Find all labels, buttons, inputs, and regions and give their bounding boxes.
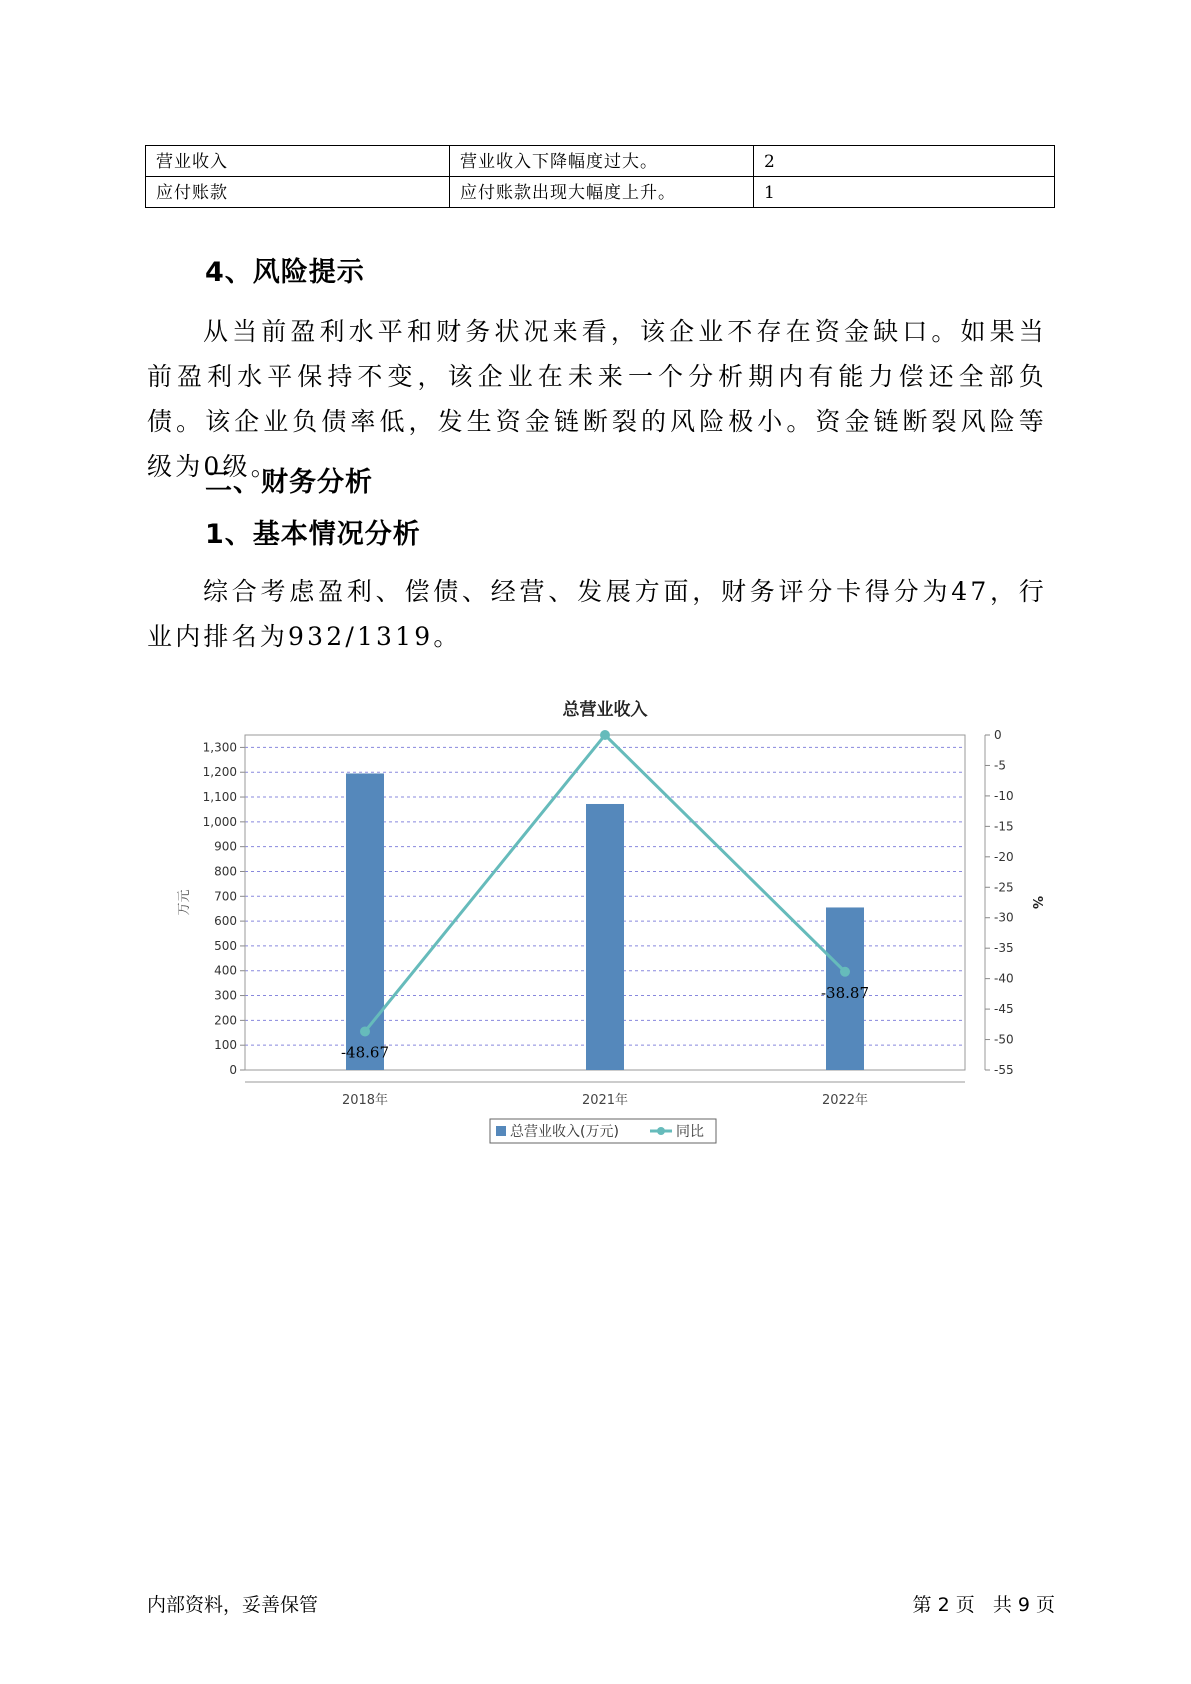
- y2-tick-label: -35: [994, 941, 1014, 956]
- heading-basic: 1、基本情况分析: [205, 519, 421, 550]
- y-tick-label: 300: [214, 988, 237, 1003]
- heading-risk: 4、风险提示: [205, 257, 365, 288]
- cell-level: 2: [754, 146, 1055, 177]
- y2-tick-label: -40: [994, 971, 1014, 986]
- yoy-point-1: [360, 1026, 370, 1036]
- cell-item: 营业收入: [146, 146, 450, 177]
- y-tick-label: 800: [214, 864, 237, 879]
- y-tick-label: 1,300: [202, 740, 237, 755]
- yoy-point-2: [600, 730, 610, 740]
- y-tick-label: 1,200: [202, 765, 237, 780]
- y-tick-label: 1,000: [202, 814, 237, 829]
- chart-title: 总营业收入: [562, 700, 648, 720]
- yoy-data-label: -38.87: [820, 983, 870, 1002]
- bar-1: [346, 773, 384, 1070]
- y-tick-label: 100: [214, 1038, 237, 1053]
- y2-tick-label: -30: [994, 910, 1014, 925]
- revenue-chart: [170, 680, 1044, 1140]
- legend-bar-label: 总营业收入(万元): [510, 1124, 619, 1140]
- y2-tick-label: -10: [994, 788, 1014, 803]
- risk-table-body: [146, 146, 1055, 208]
- y2-tick-label: -45: [994, 1002, 1014, 1017]
- cell-item: 应付账款: [146, 177, 450, 208]
- cell-level: 1: [754, 177, 1055, 208]
- y2-tick-label: -20: [994, 849, 1014, 864]
- y-tick-label: 600: [214, 914, 237, 929]
- y-tick-label: 900: [214, 839, 237, 854]
- paragraph-basic: 综合考虑盈利、偿债、经营、发展方面，财务评分卡得分为47，行业内排名为932/1319。: [147, 577, 1047, 651]
- y-tick-label: 700: [214, 889, 237, 904]
- y-tick-label: 500: [214, 938, 237, 953]
- yoy-point-3: [840, 967, 850, 977]
- y2-axis-label: %: [1029, 895, 1044, 910]
- paragraph-risk: 从当前盈利水平和财务状况来看，该企业不存在资金缺口。如果当前盈利水平保持不变，该企业在未来一个分析期内有能力偿还全部负债。该企业负债率低，发生资金链断裂的风险极小。资金链断裂风险等级为0级。: [147, 317, 1047, 481]
- y-tick-label: 0: [229, 1063, 237, 1077]
- y2-tick-label: -55: [994, 1063, 1014, 1077]
- table-row: [146, 146, 1055, 177]
- y2-tick-label: -25: [994, 880, 1014, 895]
- legend-bar-swatch: [496, 1126, 506, 1136]
- table-row: [146, 177, 1055, 208]
- y-tick-label: 400: [214, 963, 237, 978]
- y2-tick-label: -50: [994, 1032, 1014, 1047]
- y2-tick-label: -15: [994, 819, 1014, 834]
- x-tick-label: 2021年: [581, 1093, 629, 1108]
- cell-desc: 应付账款出现大幅度上升。: [450, 177, 754, 208]
- y2-tick-label: -5: [994, 758, 1006, 773]
- footer-page-number: 第 2 页 共 9 页: [912, 1594, 1055, 1616]
- x-tick-label: 2018年: [341, 1093, 389, 1108]
- y-axis-label: 万元: [177, 889, 192, 916]
- cell-desc: 营业收入下降幅度过大。: [450, 146, 754, 177]
- legend-line-label: 同比: [676, 1124, 704, 1140]
- y-tick-label: 1,100: [202, 790, 237, 805]
- yoy-data-label: -48.67: [340, 1043, 390, 1062]
- y-tick-label: 200: [214, 1013, 237, 1028]
- risk-table: [145, 145, 1055, 208]
- bar-2: [586, 804, 624, 1070]
- y2-tick-label: 0: [994, 728, 1002, 742]
- heading-finance: 二、财务分析: [205, 467, 373, 498]
- footer-note: 内部资料，妥善保管: [147, 1594, 319, 1616]
- legend-line-marker: [657, 1127, 665, 1135]
- x-tick-label: 2022年: [821, 1093, 869, 1108]
